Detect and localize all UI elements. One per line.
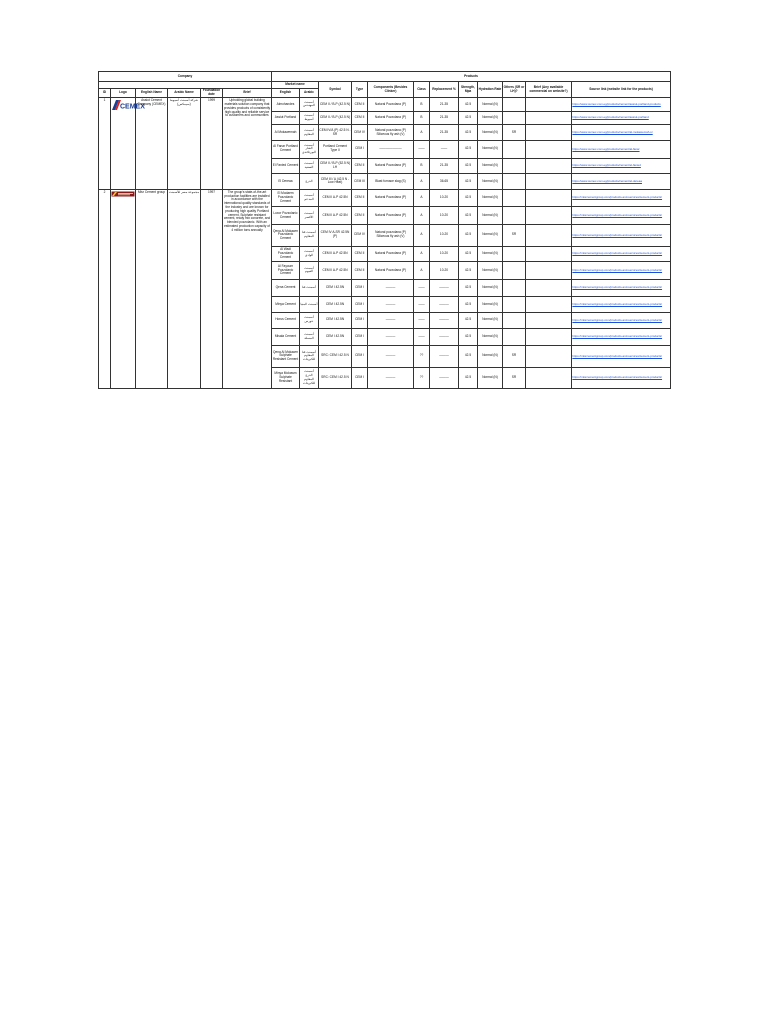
product-commercial <box>526 111 572 125</box>
strength-header: Strength, Mpa <box>459 82 478 98</box>
product-strength: 42.5 <box>459 367 478 389</box>
company-group-header: Company <box>99 72 272 82</box>
product-class: B <box>414 158 430 174</box>
product-commercial <box>526 174 572 190</box>
product-commercial <box>526 224 572 246</box>
product-class: ?? <box>414 367 430 389</box>
product-type: CEM I <box>352 367 368 389</box>
product-others <box>503 111 526 125</box>
product-english: El Dereaa <box>272 174 300 190</box>
product-class: A <box>414 174 430 190</box>
product-others <box>503 207 526 225</box>
product-english: Assiut Portland <box>272 111 300 125</box>
product-others: SR <box>503 125 526 141</box>
arabic-name-header: Arabic Name <box>168 89 201 98</box>
product-replacement: 10-20 <box>430 224 459 246</box>
product-arabic: أسمنت الفنار البورتلاندي <box>300 140 319 158</box>
product-class: A <box>414 125 430 141</box>
product-link[interactable]: https://misrcementgroup.com/products-and-services/cement-products/ <box>572 367 671 389</box>
product-others <box>503 189 526 207</box>
product-english: El Modaem Pozzolanic Cement <box>272 189 300 207</box>
product-symbol: CEM II / B-P (52.5 N) LH <box>319 158 352 174</box>
product-others <box>503 312 526 328</box>
product-class: A <box>414 246 430 262</box>
product-symbol: CEM II A-P 42.5N <box>319 189 352 207</box>
product-type: CEM III <box>352 174 368 190</box>
product-replacement: 21-35 <box>430 98 459 112</box>
product-others <box>503 246 526 262</box>
product-arabic: أسمنت المهندس <box>300 98 319 112</box>
product-arabic: أسمنت الفيوم <box>300 262 319 280</box>
product-hydration: Normal (N) <box>478 312 503 328</box>
product-arabic: أسمنت المسلة <box>300 328 319 346</box>
product-components: ——— <box>368 297 414 313</box>
product-components: Natural Pozzolana (P) <box>368 111 414 125</box>
product-english: Al Mokawemah <box>272 125 300 141</box>
product-components: Blast furnace slag (S) <box>368 174 414 190</box>
hydration-rate-header: Hydration Rate <box>478 82 503 98</box>
product-others <box>503 262 526 280</box>
product-replacement: ——— <box>430 328 459 346</box>
product-others <box>503 140 526 158</box>
product-class: B <box>414 111 430 125</box>
company-id: 2 <box>99 189 111 389</box>
product-type: CEM I <box>352 279 368 297</box>
product-type: CEM II <box>352 98 368 112</box>
product-english: Qena Al Mokawm Sulphate Resistant Cement <box>272 346 300 368</box>
product-commercial <box>526 312 572 328</box>
product-strength: 42.5 <box>459 328 478 346</box>
product-symbol: CEM II / B-P (42.5 N) <box>319 98 352 112</box>
company-logo <box>111 189 136 389</box>
company-spacer <box>99 82 272 89</box>
product-hydration: Normal (N) <box>478 207 503 225</box>
company-arabic-name: شركة أسمنت أسيوط (سيمكس) <box>168 98 201 190</box>
product-symbol: SRC: CEM I 42.5 N <box>319 346 352 368</box>
product-class: A <box>414 262 430 280</box>
product-english: Luxor Pozzolanic Cement <box>272 207 300 225</box>
product-english: Al Fayoum Pozzolanic Cement <box>272 262 300 280</box>
product-symbol: CEM I 42.5N <box>319 312 352 328</box>
product-arabic: أسمنت المنيا <box>300 297 319 313</box>
product-type: CEM II <box>352 111 368 125</box>
product-replacement: 10-20 <box>430 246 459 262</box>
product-arabic: أسمنت الصعيد <box>300 158 319 174</box>
product-hydration: Normal (N) <box>478 140 503 158</box>
product-replacement: ——— <box>430 312 459 328</box>
product-strength: 42.5 <box>459 297 478 313</box>
market-english-header: English <box>272 89 300 98</box>
product-type: CEM IV <box>352 224 368 246</box>
product-symbol: SRC: CEM I 42.5 N <box>319 367 352 389</box>
product-replacement: 21-35 <box>430 111 459 125</box>
product-type: CEM IV <box>352 125 368 141</box>
product-type: CEM I <box>352 328 368 346</box>
product-hydration: Normal (N) <box>478 367 503 389</box>
product-hydration: Normal (N) <box>478 125 503 141</box>
product-symbol: Portland Cement Type II <box>319 140 352 158</box>
product-hydration: Normal (N) <box>478 111 503 125</box>
product-components: Natural Pozzolana (P) <box>368 246 414 262</box>
product-link[interactable]: https://misrcementgroup.com/products-and-services/cement-products/ <box>572 246 671 262</box>
product-link[interactable]: https://www.cemex.com.eg/products/cement/al-fanar <box>572 140 671 158</box>
product-english: Minya Mokawm Sulphate Resistant <box>272 367 300 389</box>
product-replacement: ——— <box>430 297 459 313</box>
product-replacement: 10-20 <box>430 262 459 280</box>
product-strength: 42.5 <box>459 174 478 190</box>
symbol-header: Symbol <box>319 82 352 98</box>
product-link[interactable]: https://www.cemex.com.eg/products/cement/el-dereaa <box>572 174 671 190</box>
product-arabic: الدرع <box>300 174 319 190</box>
source-link-header: Source link (website link for the products) <box>572 82 671 98</box>
product-arabic: أسمنت قنا المقاوم <box>300 224 319 246</box>
product-symbol: CEM II A-P 42.5N <box>319 246 352 262</box>
product-components: ——— <box>368 279 414 297</box>
product-class: A <box>414 207 430 225</box>
logo-header: Logo <box>111 89 136 98</box>
product-strength: 42.5 <box>459 140 478 158</box>
product-strength: 42.5 <box>459 111 478 125</box>
product-hydration: Normal (N) <box>478 158 503 174</box>
svg-text:CEMEX: CEMEX <box>120 103 145 111</box>
english-name-header: English Name <box>136 89 168 98</box>
product-link[interactable]: https://misrcementgroup.com/products-and-services/cement-products/ <box>572 224 671 246</box>
product-components: ——— <box>368 346 414 368</box>
product-class: —— <box>414 297 430 313</box>
product-symbol: CEM II A-P 42.5N <box>319 207 352 225</box>
product-hydration: Normal (N) <box>478 189 503 207</box>
product-link[interactable]: https://misrcementgroup.com/products-and-services/cement-products/ <box>572 328 671 346</box>
product-others <box>503 174 526 190</box>
product-commercial <box>526 98 572 112</box>
product-english: Misala Cement <box>272 328 300 346</box>
product-replacement: 10-20 <box>430 207 459 225</box>
product-hydration: Normal (N) <box>478 346 503 368</box>
company-foundation-date: 1997 <box>201 189 223 389</box>
product-link[interactable]: https://misrcementgroup.com/products-and-services/cement-products/ <box>572 312 671 328</box>
product-class: A <box>414 224 430 246</box>
product-commercial <box>526 279 572 297</box>
brief-commercial-header: Brief (Any available commercial on website?) <box>526 82 572 98</box>
product-commercial <box>526 189 572 207</box>
product-others: SR <box>503 224 526 246</box>
product-english: Almohandes <box>272 98 300 112</box>
product-commercial <box>526 346 572 368</box>
company-logo <box>111 98 145 190</box>
product-strength: 42.5 <box>459 224 478 246</box>
product-symbol: CEM I 42.5N <box>319 297 352 313</box>
product-link[interactable]: https://www.cemex.com.eg/products/cement/assiut-portland-products <box>572 98 671 112</box>
product-hydration: Normal (N) <box>478 224 503 246</box>
product-others: SR <box>503 346 526 368</box>
company-english-name: Misr Cement group <box>136 189 168 389</box>
product-commercial <box>526 262 572 280</box>
company-foundation-date: 1999 <box>201 98 223 190</box>
product-replacement: 21-35 <box>430 158 459 174</box>
product-link[interactable]: https://www.cemex.com.eg/products/cement/assiut-portland <box>572 111 671 125</box>
product-symbol: CEM IV/A (P) 42.5 N - SR <box>319 125 352 141</box>
market-name-header: Market name <box>272 82 319 89</box>
product-commercial <box>526 328 572 346</box>
products-group-header: Products <box>272 72 671 82</box>
product-english: Qena Cement <box>272 279 300 297</box>
product-arabic: أسمنت المدعم <box>300 189 319 207</box>
product-strength: 42.5 <box>459 189 478 207</box>
product-symbol: CEM III / A (42.5 N - Low Heat) <box>319 174 352 190</box>
misr-cement-logo-icon <box>111 191 134 197</box>
product-symbol: CEM II A-P 42.5N <box>319 262 352 280</box>
product-hydration: Normal (N) <box>478 98 503 112</box>
product-components: Natural Pozzolana (P) <box>368 207 414 225</box>
product-arabic: أسمنت المقاوم <box>300 125 319 141</box>
product-type: CEM II <box>352 207 368 225</box>
product-link[interactable]: https://misrcementgroup.com/products-and-services/cement-products/ <box>572 189 671 207</box>
product-link[interactable]: https://misrcementgroup.com/products-and-services/cement-products/ <box>572 207 671 225</box>
product-arabic: أسمنت الأقصر <box>300 207 319 225</box>
product-hydration: Normal (N) <box>478 297 503 313</box>
product-class: —— <box>414 140 430 158</box>
product-class: A <box>414 189 430 207</box>
product-components: Natural pozzolana (P) Siliceous fly ash (V) <box>368 125 414 141</box>
product-components: ——— <box>368 328 414 346</box>
product-arabic: أسمنت حورس <box>300 312 319 328</box>
product-replacement: 36-65 <box>430 174 459 190</box>
company-brief: The group's state-of-the-art production facilities are installed in accordance with the international quality standards of the industry and are known for producing high quality Portland cement, Sulphate resistant cement, ready mix concrete, and blended pozzolanic. With an estimated production capacity of 4 million tons annually <box>223 189 272 389</box>
product-strength: 42.5 <box>459 98 478 112</box>
product-replacement: —— <box>430 140 459 158</box>
product-symbol: CEM I 42.5N <box>319 328 352 346</box>
product-link[interactable]: https://www.cemex.com.eg/products/cement/al-mokawemah-sr <box>572 125 671 141</box>
product-commercial <box>526 367 572 389</box>
product-replacement: 21-35 <box>430 125 459 141</box>
table-body <box>99 98 671 389</box>
product-others <box>503 98 526 112</box>
product-strength: 42.5 <box>459 262 478 280</box>
product-strength: 42.5 <box>459 312 478 328</box>
product-type: CEM I <box>352 140 368 158</box>
cement-products-table <box>98 71 671 389</box>
brief-header: Brief <box>223 89 272 98</box>
product-components: ——— <box>368 367 414 389</box>
product-type: CEM I <box>352 297 368 313</box>
product-type: CEM I <box>352 312 368 328</box>
product-commercial <box>526 140 572 158</box>
product-arabic: أسمنت الوادي <box>300 246 319 262</box>
product-type: CEM II <box>352 189 368 207</box>
product-components: Natural Pozzolana (P) <box>368 262 414 280</box>
cemex-logo <box>111 99 145 111</box>
product-others <box>503 158 526 174</box>
product-components: Natural Pozzolana (P) <box>368 98 414 112</box>
replacement-header: Replacement % <box>430 82 459 98</box>
class-header: Class <box>414 82 430 98</box>
foundation-date-header: Foundation date <box>201 89 223 98</box>
table-row <box>99 98 671 112</box>
product-others <box>503 297 526 313</box>
type-header: Type <box>352 82 368 98</box>
product-strength: 42.5 <box>459 158 478 174</box>
product-commercial <box>526 158 572 174</box>
product-type: CEM II <box>352 262 368 280</box>
product-symbol: CEM I 42.5N <box>319 279 352 297</box>
product-type: CEM I <box>352 346 368 368</box>
company-arabic-name: مجموعة مصر للأسمنت <box>168 189 201 389</box>
components-header: Components (Besides Clinker) <box>368 82 414 98</box>
product-arabic: أسمنت الدرع المقاوم للكبريتات <box>300 367 319 389</box>
product-english: Al Wadi Pozzolanic Cement <box>272 246 300 262</box>
product-components: Natural Pozzolana (P) <box>368 158 414 174</box>
product-class: B <box>414 98 430 112</box>
product-replacement: 10-20 <box>430 189 459 207</box>
product-link[interactable]: https://misrcementgroup.com/products-and-services/cement-products/ <box>572 297 671 313</box>
product-hydration: Normal (N) <box>478 279 503 297</box>
product-type: CEM II <box>352 158 368 174</box>
product-components: ——— <box>368 312 414 328</box>
product-strength: 42.5 <box>459 346 478 368</box>
product-others <box>503 328 526 346</box>
product-english: Qena Al Mokawm Pozzolanic Cement <box>272 224 300 246</box>
product-others <box>503 279 526 297</box>
product-link[interactable]: https://misrcementgroup.com/products-and-services/cement-products/ <box>572 279 671 297</box>
market-arabic-header: Arabic <box>300 89 319 98</box>
product-commercial <box>526 207 572 225</box>
product-link[interactable]: https://www.cemex.com.eg/products/cement/el-fanied <box>572 158 671 174</box>
product-link[interactable]: https://misrcementgroup.com/products-and-services/cement-products/ <box>572 346 671 368</box>
product-replacement: ——— <box>430 346 459 368</box>
product-english: Minya Cement <box>272 297 300 313</box>
product-replacement: ——— <box>430 367 459 389</box>
product-type: CEM II <box>352 246 368 262</box>
product-hydration: Normal (N) <box>478 246 503 262</box>
product-strength: 42.5 <box>459 207 478 225</box>
product-strength: 42.5 <box>459 279 478 297</box>
product-class: —— <box>414 328 430 346</box>
product-others: SR <box>503 367 526 389</box>
product-commercial <box>526 297 572 313</box>
product-hydration: Normal (N) <box>478 174 503 190</box>
product-hydration: Normal (N) <box>478 328 503 346</box>
table-row <box>99 189 671 207</box>
product-commercial <box>526 246 572 262</box>
product-english: El Fanied Cement <box>272 158 300 174</box>
product-hydration: Normal (N) <box>478 262 503 280</box>
product-commercial <box>526 125 572 141</box>
company-english-name: Assiut Cement Company (CEMEX) <box>136 98 168 190</box>
product-replacement: ——— <box>430 279 459 297</box>
company-id: 1 <box>99 98 111 190</box>
product-class: ?? <box>414 346 430 368</box>
product-class: —— <box>414 279 430 297</box>
id-header: ID <box>99 89 111 98</box>
product-english: Horus Cement <box>272 312 300 328</box>
product-components: Natural pozzolana (P) Siliceous fly ash (V) <box>368 224 414 246</box>
product-class: —— <box>414 312 430 328</box>
company-brief: Upholding global building materials solution company that provides products of consistently high quality and reliable service to customers and communities <box>223 98 272 190</box>
product-link[interactable]: https://misrcementgroup.com/products-and-services/cement-products/ <box>572 262 671 280</box>
product-strength: 42.5 <box>459 125 478 141</box>
product-strength: 42.5 <box>459 246 478 262</box>
product-arabic: أسمنت قنا <box>300 279 319 297</box>
product-english: Al Fanar Portland Cement <box>272 140 300 158</box>
product-symbol: CEM IV A-SR 42.5N (P) <box>319 224 352 246</box>
product-symbol: CEM II / B-P (42.5 N) <box>319 111 352 125</box>
others-header: Others (SR or LH)? <box>503 82 526 98</box>
product-components: ——————— <box>368 140 414 158</box>
product-arabic: أسمنت قنا المقاوم للكبريتات <box>300 346 319 368</box>
product-arabic: أسمنت أسيوط <box>300 111 319 125</box>
product-components: Natural Pozzolana (P) <box>368 189 414 207</box>
